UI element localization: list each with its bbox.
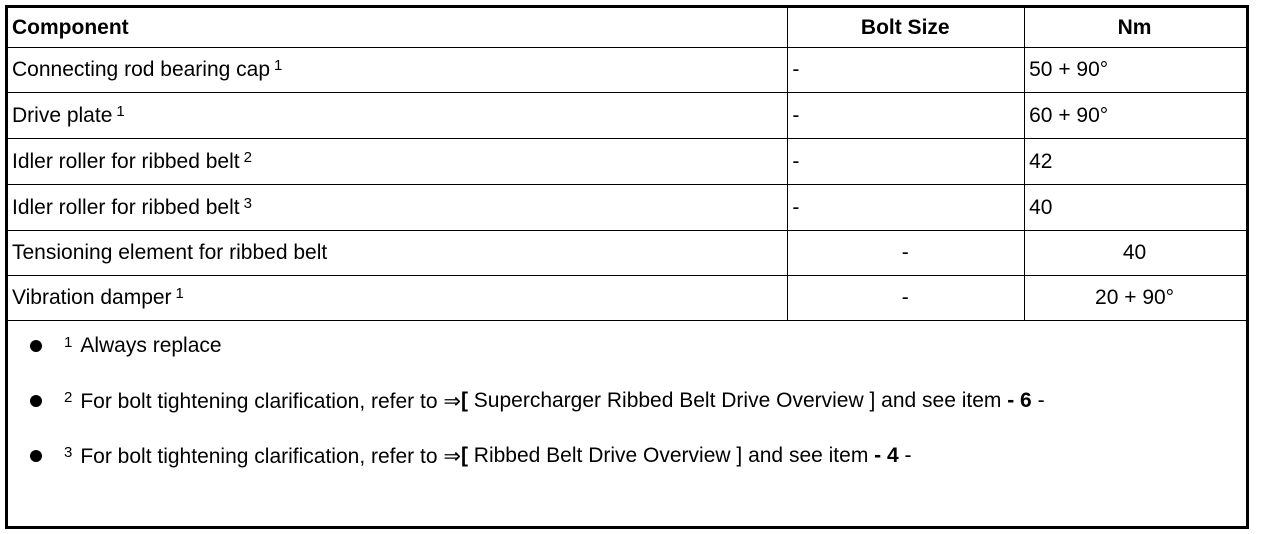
cell-component: Idler roller for ribbed belt $^2$ xyxy=(8,139,788,185)
table-row xyxy=(8,231,1246,276)
bullet-icon xyxy=(30,450,42,462)
footnote-item-ref: - 6 - xyxy=(1007,389,1045,412)
footnote-item: $^3$ For bolt tightening clarification, refer to ⇒ [ Ribbed Belt Drive Overview ] and see item - 4 - xyxy=(8,441,911,471)
cell-component: Drive plate $^1$ xyxy=(8,93,788,139)
footnote-after: and see item xyxy=(742,444,875,467)
cell-bolt-size: - xyxy=(788,93,1025,139)
footnote-link[interactable]: Ribbed Belt Drive Overview xyxy=(467,444,737,467)
cell-bolt-size: - xyxy=(788,139,1025,185)
cell-nm: 20 + 90° xyxy=(1025,276,1246,321)
bullet-icon xyxy=(30,340,42,352)
header-bolt-size: Bolt Size xyxy=(788,8,1025,48)
cell-component: Idler roller for ribbed belt $^3$ xyxy=(8,185,788,231)
footnote-item-ref: - 4 - xyxy=(874,444,912,467)
header-nm: Nm xyxy=(1025,8,1246,48)
table-header-row xyxy=(8,8,1246,48)
bullet-icon xyxy=(30,395,42,407)
cell-component: Connecting rod bearing cap $^1$ xyxy=(8,48,788,93)
header-component: Component xyxy=(8,8,788,48)
table-row xyxy=(8,139,1246,185)
footnote-item: $^2$ For bolt tightening clarification, refer to ⇒ [ Supercharger Ribbed Belt Drive Overview ] and see item - 6 - xyxy=(8,386,1045,416)
footnote-after: and see item xyxy=(875,389,1008,412)
footnote-text: For bolt tightening clarification, refer to ⇒ xyxy=(80,444,461,468)
cell-nm: 40 xyxy=(1025,185,1246,231)
cell-nm: 40 xyxy=(1025,231,1246,276)
cell-nm: 42 xyxy=(1025,139,1246,185)
cell-nm: 60 + 90° xyxy=(1025,93,1246,139)
table-row xyxy=(8,93,1246,139)
torque-spec-table xyxy=(8,8,1246,321)
torque-spec-frame xyxy=(5,5,1249,529)
footnote-link[interactable]: Supercharger Ribbed Belt Drive Overview xyxy=(467,389,870,412)
cell-bolt-size: - xyxy=(788,231,1025,276)
cell-bolt-size: - xyxy=(788,185,1025,231)
footnote-text: For bolt tightening clarification, refer to ⇒ xyxy=(80,389,461,413)
footnote-text: Always replace xyxy=(80,334,222,357)
cell-bolt-size: - xyxy=(788,48,1025,93)
cell-bolt-size: - xyxy=(788,276,1025,321)
table-row xyxy=(8,276,1246,321)
table-row xyxy=(8,48,1246,93)
table-row xyxy=(8,185,1246,231)
cell-component: Vibration damper $^1$ xyxy=(8,276,788,321)
cell-nm: 50 + 90° xyxy=(1025,48,1246,93)
cell-component: Tensioning element for ribbed belt xyxy=(8,231,788,276)
footnote-item: $^1$ Always replace xyxy=(8,331,222,361)
